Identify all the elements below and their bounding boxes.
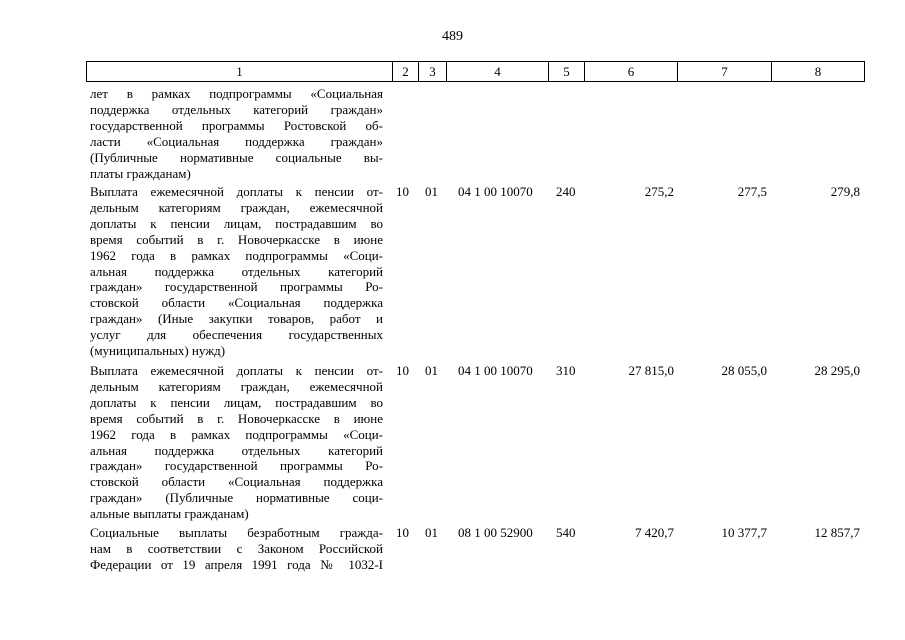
section-code: 10 [396,363,409,378]
amount-col-8: 12 857,7 [814,525,860,540]
amount-col-7: 28 055,0 [721,363,767,378]
section-code: 10 [396,525,409,540]
row-description: Социальные выплаты безработным гражда- нам в соответствии с Законом Российской Федерации от 19 апреля 1991 года № 1032-I [90,525,383,572]
target-article-code: 08 1 00 52900 [458,525,533,540]
section-code: 10 [396,184,409,199]
header-col-6: 6 [584,62,677,81]
header-col-1: 1 [236,64,243,79]
row-description: Выплата ежемесячной доплаты к пенсии от- дельным категориям граждан, ежемесячной доплаты к пенсии лицам, пострадавшим во время событий в г. Новочеркасске в июне 1962 года в рамках подпрограммы «Соци- альная поддержка отдельных категорий граждан» государственной программы Ро- стовской области «Социальная поддержка граждан» (Публичные нормативные соци- альные выплаты гражданам) [90,363,383,522]
subsection-code: 01 [425,184,438,199]
amount-col-7: 277,5 [737,184,767,199]
header-col-7: 7 [677,62,771,81]
amount-col-6: 275,2 [644,184,674,199]
header-col-2: 2 [392,62,418,81]
amount-col-7: 10 377,7 [721,525,767,540]
expense-type-code: 540 [556,525,576,540]
subsection-code: 01 [425,363,438,378]
amount-col-8: 28 295,0 [814,363,860,378]
row-description: лет в рамках подпрограммы «Социальная поддержка отдельных категорий граждан» государственной программы Ростовской об- ласти «Социальная поддержка граждан» (Публичные нормативные социальные вы- платы гражданам) [90,86,383,181]
target-article-code: 04 1 00 10070 [458,363,533,378]
row-description: Выплата ежемесячной доплаты к пенсии от- дельным категориям граждан, ежемесячной доплаты к пенсии лицам, пострадавшим во время событий в г. Новочеркасске в июне 1962 года в рамках подпрограммы «Соци- альная поддержка отдельных категорий граждан» государственной программы Ро- стовской области «Социальная поддержка граждан» (Иные закупки товаров, работ и услуг для обеспечения государственных (муниципальных) нужд) [90,184,383,359]
amount-col-8: 279,8 [830,184,860,199]
header-col-3: 3 [418,62,446,81]
amount-col-6: 27 815,0 [628,363,674,378]
header-col-8: 8 [771,62,864,81]
expense-type-code: 310 [556,363,576,378]
header-col-4: 4 [446,62,548,81]
subsection-code: 01 [425,525,438,540]
table-header [86,61,865,82]
header-col-5: 5 [548,62,584,81]
target-article-code: 04 1 00 10070 [458,184,533,199]
expense-type-code: 240 [556,184,576,199]
amount-col-6: 7 420,7 [635,525,674,540]
page-number: 489 [442,29,463,44]
